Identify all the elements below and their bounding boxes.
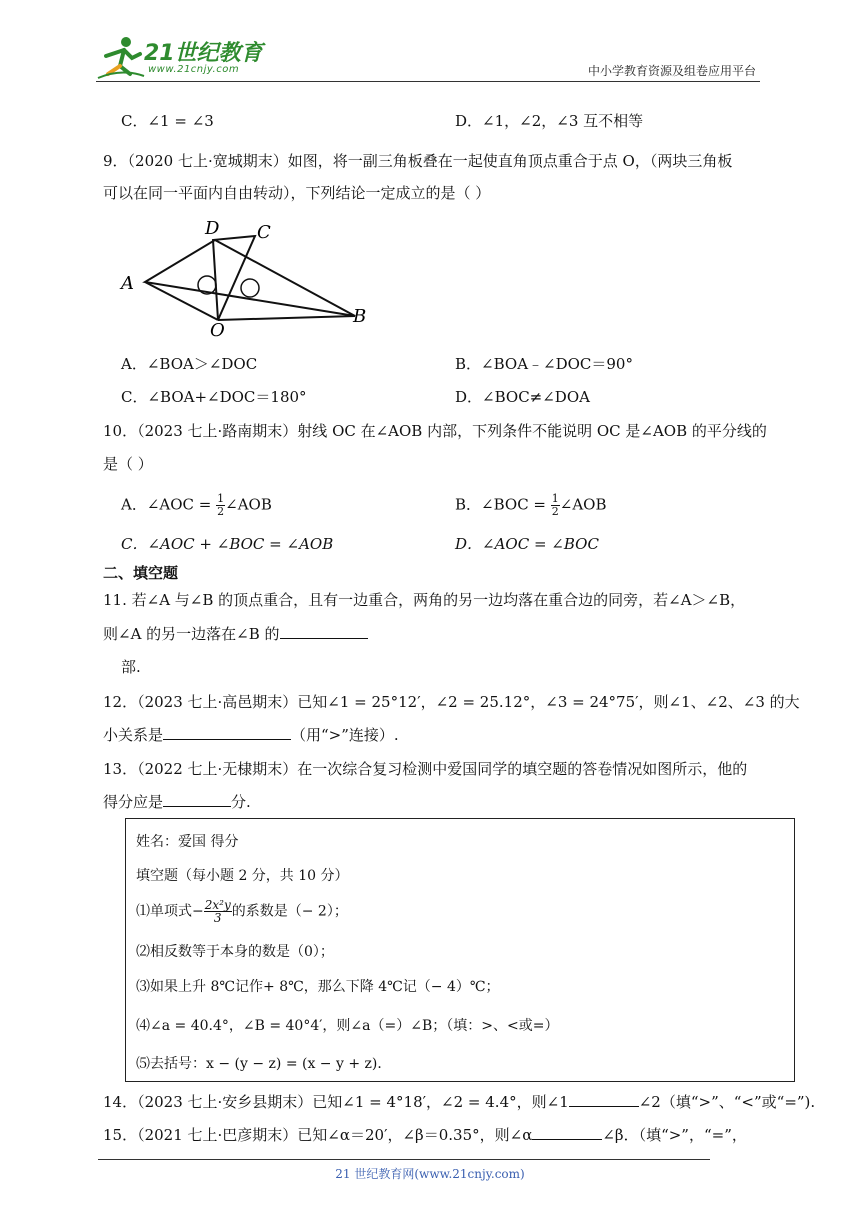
q10-option-b: B．∠BOC = $\frac{1}{2}$ ∠AOB [455,492,607,518]
q14-answer-blank [569,1091,639,1107]
q14-stem: 14．（2023 七上·安乡县期末）已知∠1 = 4°18′，∠2 = 4.4°，则∠1 ∠2（填“>”、“<”或“=”). [103,1093,816,1111]
label-c: C [257,222,271,243]
q8-option-d: D．∠1，∠2，∠3 互不相等 [455,112,644,130]
q13-stem-line2: 得分应是 分. [103,793,251,811]
q11-stem-line1: 11. 若∠A 与∠B 的顶点重合，且有一边重合，两角的另一边均落在重合边的同旁，若∠A＞∠B， [103,591,746,609]
q13-stem-line1: 13．（2022 七上·无棣期末）在一次综合复习检测中爱国同学的填空题的答卷情况如图所示，他的 [103,760,748,778]
q15-answer-blank [532,1124,602,1140]
answer-item-4: ⑷∠a = 40.4°，∠B = 40°4′，则∠a（=）∠B；（填：>、<或=） [136,1018,559,1034]
label-d: D [205,218,220,239]
answer-sheet-title: 填空题（每小题 2 分，共 10 分） [136,868,349,884]
q8-option-c: C．∠1 = ∠3 [121,112,214,130]
answer-item-3: ⑶如果上升 8℃记作+ 8℃，那么下降 4℃记（− 4）℃； [136,979,500,995]
answer-sheet-box [125,818,795,1082]
q11-stem-line3: 部. [121,658,141,676]
q12-stem-line2: 小关系是 （用“>”连接）. [103,726,399,744]
fraction-half: $\frac{1}{2}$ [217,492,225,518]
fraction-half: $\frac{1}{2}$ [551,492,559,518]
q10-option-a: A．∠AOC = $\frac{1}{2}$ ∠AOB [121,492,272,518]
q9-triangle-figure [115,214,375,344]
q9-stem-line2: 可以在同一平面内自由转动），下列结论一定成立的是（ ） [103,184,491,202]
q10-stem-line2: 是（ ） [103,455,153,473]
label-o: O [210,320,225,341]
label-a: A [121,273,134,294]
q11-answer-blank [280,623,368,639]
q9-option-a: A．∠BOA＞∠DOC [121,355,258,373]
q9-option-d: D．∠BOC≠∠DOA [455,388,590,406]
q13-answer-blank [163,791,231,807]
q10-stem-line1: 10．（2023 七上·路南期末）射线 OC 在∠AOB 内部，下列条件不能说明 OC 是∠AOB 的平分线的 [103,422,767,440]
header-logo [96,34,266,80]
triangle-rulers-diagram [115,214,375,344]
logo-url: www.21cnjy.com [148,64,240,75]
answer-item-1: ⑴单项式− $\frac{\text{2x²y}}{3}$ 的系数是（− 2）； [136,898,348,925]
answer-sheet-header: 姓名：爱国 得分 [136,834,239,850]
header-divider [96,81,760,82]
header-platform-text: 中小学教育资源及组卷应用平台 [587,64,756,78]
q12-stem-line1: 12．（2023 七上·高邑期末）已知∠1 = 25°12′，∠2 = 25.12°，∠3 = 24°75′，则∠1、∠2、∠3 的大 [103,693,800,711]
answer-item-5: ⑸去括号：x − (y − z) = (x − y + z)． [136,1056,392,1072]
footer-divider [98,1159,710,1160]
runner-logo-icon [96,34,146,80]
footer-site-link[interactable]: 21 世纪教育网(www.21cnjy.com) [335,1167,525,1181]
section-title-fill-blank: 二、填空题 [103,564,179,582]
logo-title: 21世纪教育 [144,41,263,66]
q10-option-d: D．∠AOC = ∠BOC [455,535,599,553]
answer-item-2: ⑵相反数等于本身的数是（0）； [136,944,334,960]
q9-stem-line1: 9．（2020 七上·宽城期末）如图，将一副三角板叠在一起使直角顶点重合于点 O，（两块三角板 [103,152,733,170]
q12-answer-blank [163,724,291,740]
label-b: B [353,306,367,327]
q15-stem: 15．（2021 七上·巴彦期末）已知∠α＝20′，∠β＝0.35°，则∠α ∠β．（填“>”，“=”， [103,1126,747,1144]
q10-option-c: C．∠AOC + ∠BOC = ∠AOB [121,535,334,553]
q9-option-c: C．∠BOA+∠DOC＝180° [121,388,307,406]
q11-stem-line2: 则∠A 的另一边落在∠B 的 [103,623,368,645]
q9-option-b: B．∠BOA﹣∠DOC＝90° [455,355,633,373]
